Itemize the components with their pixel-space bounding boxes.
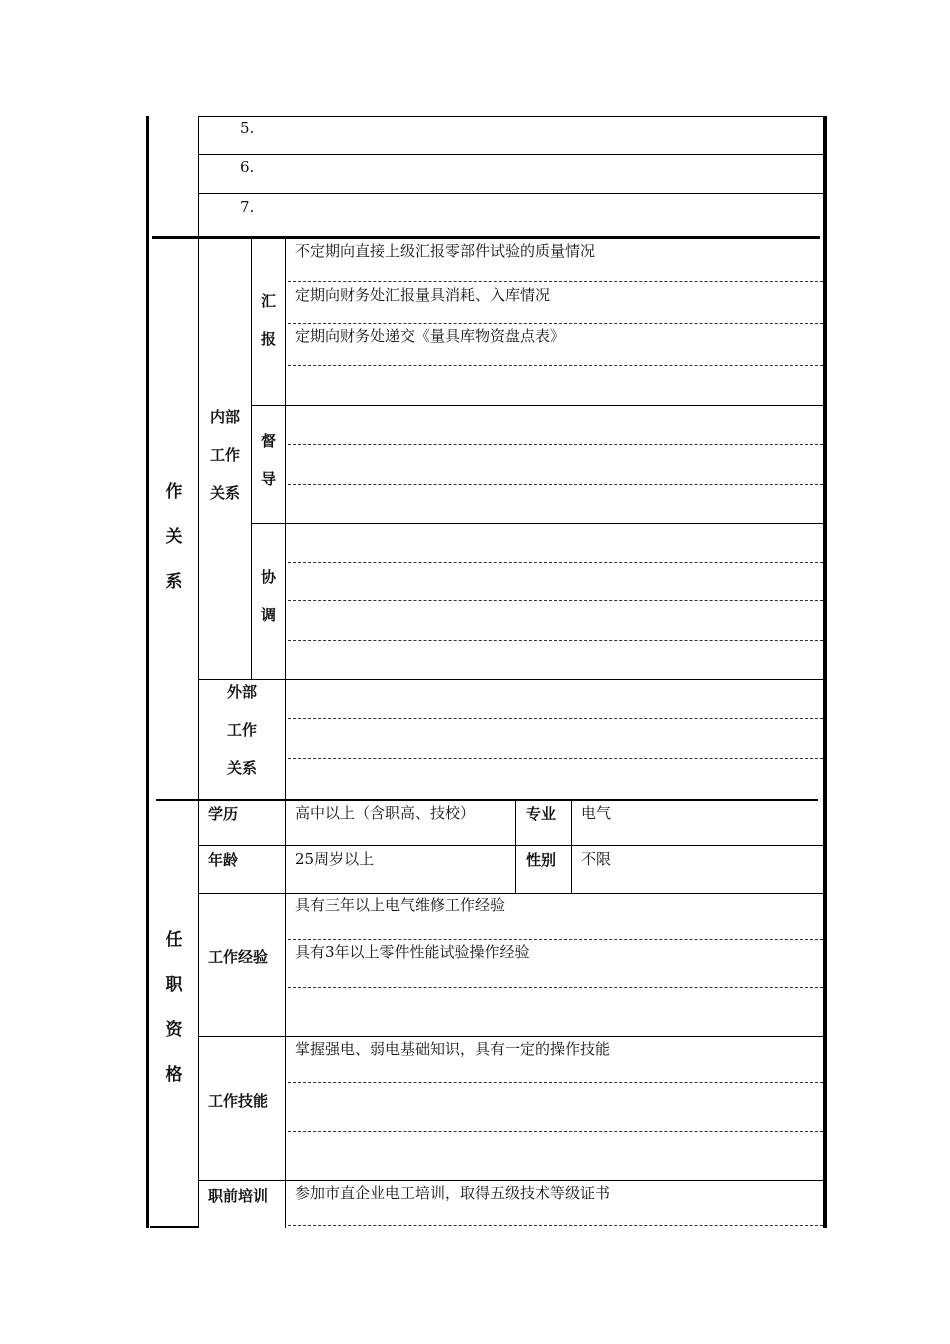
right-border — [823, 116, 827, 1228]
duties-row-line — [198, 193, 824, 194]
section-divider-qualifications — [156, 799, 818, 801]
dashed-rule — [288, 444, 823, 445]
age-value: 25周岁以上 — [295, 850, 375, 868]
duties-row-line — [198, 154, 824, 155]
experience-label: 工作经验 — [208, 948, 269, 966]
external-relations-label: 外部 工作 关系 — [226, 683, 257, 777]
report-bottom-line — [251, 405, 824, 406]
experience-item: 具有三年以上电气维修工作经验 — [295, 896, 506, 914]
dashed-rule — [288, 1225, 823, 1226]
dashed-rule — [288, 987, 823, 988]
skills-item: 掌握强电、弱电基础知识，具有一定的操作技能 — [295, 1040, 611, 1058]
dashed-rule — [288, 640, 823, 641]
row-line — [198, 1180, 824, 1181]
cell-divider — [571, 801, 572, 893]
left-border — [146, 116, 149, 1228]
dashed-rule — [288, 1082, 823, 1083]
duty-item-7: 7. — [240, 198, 255, 216]
training-value: 参加市直企业电工培训，取得五级技术等级证书 — [295, 1184, 611, 1202]
training-label: 职前培训 — [208, 1187, 269, 1205]
dashed-rule — [288, 281, 823, 282]
education-label: 学历 — [208, 805, 239, 823]
major-label: 专业 — [526, 805, 557, 823]
internal-relations-label: 内部 工作 关系 — [209, 408, 240, 502]
dashed-rule — [288, 484, 823, 485]
gender-value: 不限 — [581, 850, 612, 868]
duty-item-5: 5. — [240, 119, 255, 137]
bottom-left-stub — [150, 1226, 198, 1228]
dashed-rule — [288, 758, 823, 759]
cell-divider — [515, 801, 516, 893]
column-divider — [198, 116, 199, 1228]
skills-label: 工作技能 — [208, 1092, 269, 1110]
relations-section-label: 作 关 系 — [165, 482, 183, 592]
gender-label: 性别 — [526, 851, 557, 869]
row-line — [198, 893, 824, 894]
dashed-rule — [288, 365, 823, 366]
qualifications-section-label: 任 职 资 格 — [165, 930, 183, 1085]
duty-item-6: 6. — [240, 158, 255, 176]
dashed-rule — [288, 600, 823, 601]
report-item: 定期向财务处递交《量具库物资盘点表》 — [295, 327, 566, 345]
content-divider — [285, 238, 286, 1228]
coordinate-label: 协 调 — [260, 568, 276, 624]
section-divider-relations — [152, 236, 820, 239]
dashed-rule — [288, 562, 823, 563]
experience-item: 具有3年以上零件性能试验操作经验 — [295, 943, 530, 961]
major-value: 电气 — [581, 804, 612, 822]
row-line — [198, 1036, 824, 1037]
dashed-rule — [288, 1131, 823, 1132]
age-label: 年龄 — [208, 851, 239, 869]
report-label: 汇 报 — [260, 292, 276, 348]
education-value: 高中以上（含职高、技校） — [295, 804, 476, 822]
report-item: 不定期向直接上级汇报零部件试验的质量情况 — [295, 242, 596, 260]
row-line — [198, 845, 824, 846]
dashed-rule — [288, 718, 823, 719]
dashed-rule — [288, 939, 823, 940]
internal-bottom-line — [198, 679, 824, 680]
supervise-label: 督 导 — [260, 432, 276, 488]
supervise-bottom-line — [251, 523, 824, 524]
report-item: 定期向财务处汇报量具消耗、入库情况 — [295, 286, 551, 304]
duties-top-line — [198, 116, 824, 117]
dashed-rule — [288, 323, 823, 324]
